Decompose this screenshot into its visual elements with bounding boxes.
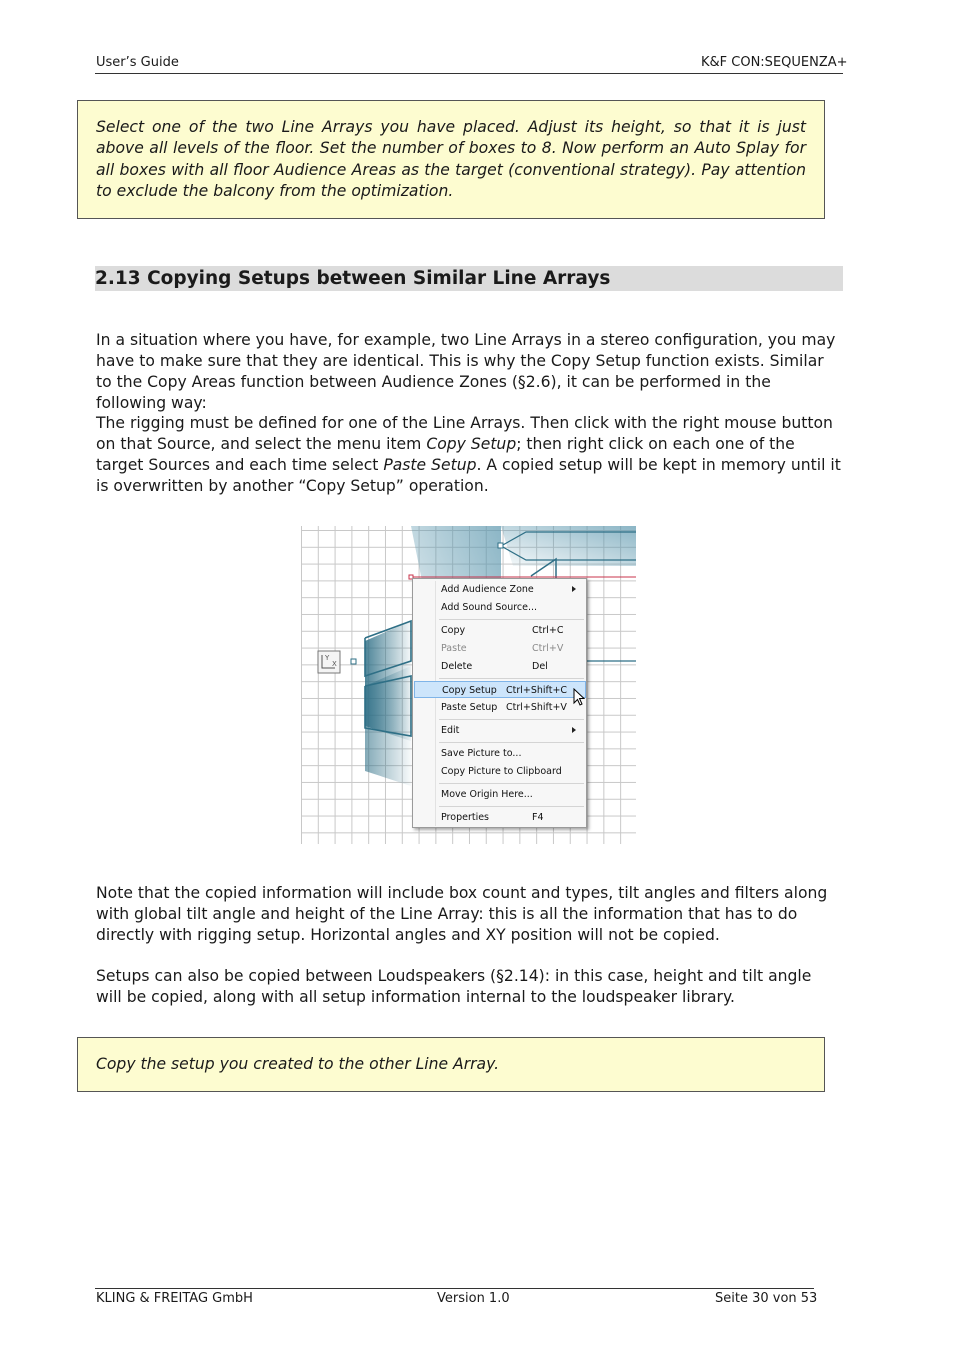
menu-item-label: Add Audience Zone <box>441 584 534 595</box>
origin-axis-icon <box>318 651 340 673</box>
menu-item-move-origin[interactable] <box>413 786 586 803</box>
text-run: . A copied setup will be kept in memory until it is overwritten by another “Copy Setup” operation. <box>96 456 841 495</box>
paragraph-procedure <box>96 413 841 497</box>
menu-item-shortcut: Ctrl+C <box>532 625 564 636</box>
footer-version: Version 1.0 <box>437 1291 510 1306</box>
svg-text:Y: Y <box>325 654 330 662</box>
menu-item-label: Properties <box>441 812 490 823</box>
menu-term-paste-setup: Paste Setup <box>383 456 477 474</box>
menu-item-label: Paste <box>441 643 467 654</box>
menu-separator <box>439 619 584 620</box>
menu-separator <box>439 742 584 743</box>
menu-item-paste-setup[interactable] <box>413 699 586 716</box>
header-divider <box>95 73 843 74</box>
menu-item-shortcut: Ctrl+Shift+V <box>506 702 567 713</box>
text-run: The rigging must be defined for one of the Line Arrays. Then click with the right mouse button on that Source, and select the menu item <box>96 414 833 453</box>
menu-item-label: Delete <box>441 661 473 672</box>
menu-item-label: Save Picture to... <box>441 748 522 759</box>
menu-item-shortcut: Ctrl+Shift+C <box>506 685 568 696</box>
mouse-pointer-icon <box>573 688 587 708</box>
footer-page-number: Seite 30 von 53 <box>715 1291 818 1306</box>
context-menu <box>412 578 587 828</box>
menu-item-copy-picture[interactable] <box>413 763 586 780</box>
menu-item-copy-setup[interactable] <box>414 681 586 698</box>
header-left: User’s Guide <box>96 55 179 70</box>
exercise-note-text: Select one of the two Line Arrays you have placed. Adjust its height, so that it is just above all levels of the floor. Set the number of boxes to 8. Now perform an Auto Splay for all boxes with all floor Audience Areas as the target (conventional strategy). Pay attention to exclude the balcony from the optimization. <box>96 118 806 200</box>
menu-separator <box>439 806 584 807</box>
paragraph-copied-info: Note that the copied information will include box count and types, tilt angles and filters along with global tilt angle and height of the Line Array: this is all the information that has to do directly with rigging setup. Horizontal angles and XY position will not be copied. <box>96 884 828 944</box>
menu-separator <box>439 783 584 784</box>
menu-item-shortcut: Ctrl+V <box>532 643 564 654</box>
exercise-note-2-text: Copy the setup you created to the other Line Array. <box>96 1055 500 1073</box>
paragraph-intro: In a situation where you have, for example, two Line Arrays in a stereo configuration, you may have to make sure that they are identical. This is why the Copy Setup function exists. Similar to the Copy Areas function between Audience Zones (§2.6), it can be performed in the following way: <box>96 331 836 412</box>
svg-text:X: X <box>332 660 337 668</box>
menu-item-copy[interactable] <box>413 622 586 639</box>
menu-item-label: Copy <box>441 625 466 636</box>
menu-separator <box>439 678 584 679</box>
menu-item-delete[interactable] <box>413 658 586 675</box>
exercise-note <box>77 100 825 219</box>
section-title: 2.13 Copying Setups between Similar Line Arrays <box>95 268 611 289</box>
section-heading <box>95 266 843 291</box>
menu-item-label: Edit <box>441 725 460 736</box>
menu-separator <box>439 719 584 720</box>
text-run: ; then right click on each one of the target Sources and each time select <box>96 435 795 474</box>
menu-term-copy-setup: Copy Setup <box>426 435 517 453</box>
source-handle <box>351 659 356 664</box>
menu-item-shortcut: Del <box>532 661 548 672</box>
menu-item-save-picture[interactable] <box>413 745 586 762</box>
menu-item-shortcut: F4 <box>532 812 544 823</box>
menu-item-label: Copy Picture to Clipboard <box>441 766 562 777</box>
exercise-note-2 <box>77 1037 825 1092</box>
menu-item-label: Add Sound Source... <box>441 602 538 613</box>
footer-company: KLING & FREITAG GmbH <box>96 1291 253 1306</box>
menu-item-edit[interactable] <box>413 722 586 739</box>
context-menu-screenshot <box>301 526 636 844</box>
menu-item-label: Copy Setup <box>442 685 497 696</box>
submenu-arrow-icon <box>572 727 576 733</box>
menu-item-add-sound-source[interactable] <box>413 599 586 616</box>
menu-item-paste <box>413 640 586 657</box>
footer-divider <box>95 1288 814 1289</box>
array-handle <box>498 543 503 548</box>
menu-item-label: Move Origin Here... <box>441 789 533 800</box>
submenu-arrow-icon <box>572 586 576 592</box>
paragraph-loudspeakers: Setups can also be copied between Loudspeakers (§2.14): in this case, height and tilt angle will be copied, along with all setup information internal to the loudspeaker library. <box>96 967 812 1006</box>
header-right: K&F CON:SEQUENZA+ <box>701 55 848 70</box>
menu-item-label: Paste Setup <box>441 702 498 713</box>
menu-item-add-audience-zone[interactable] <box>413 581 586 598</box>
menu-item-properties[interactable] <box>413 809 586 826</box>
